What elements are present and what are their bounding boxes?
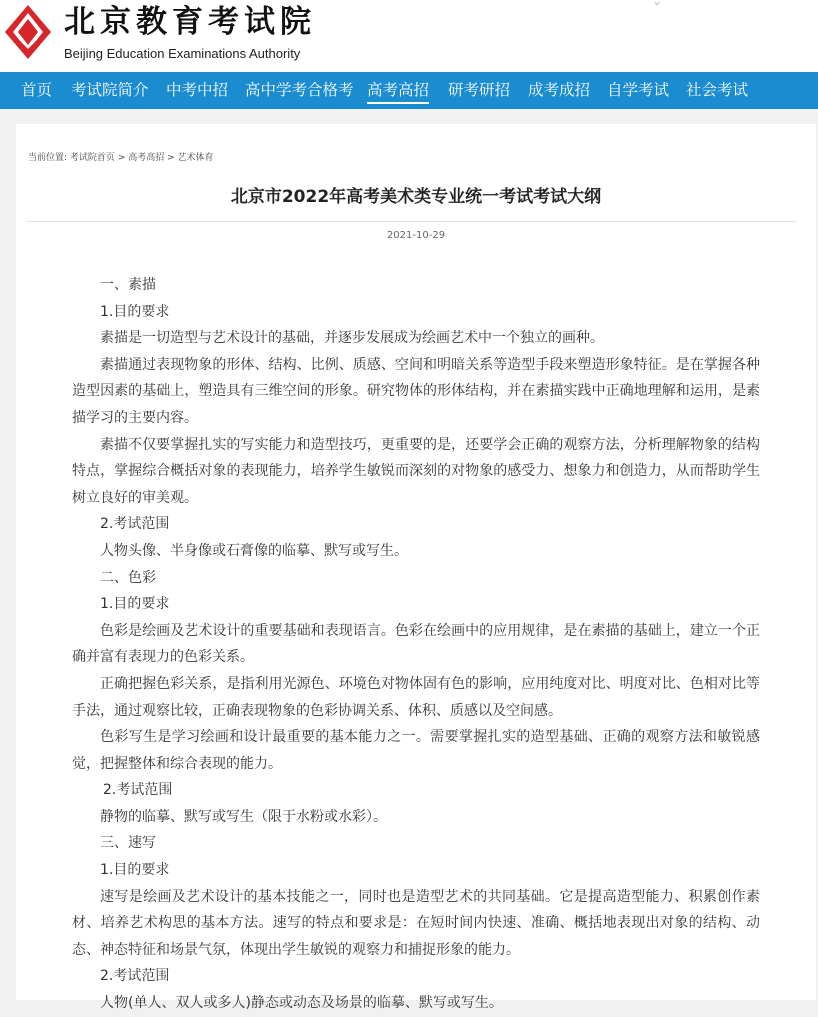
body-paragraph: 素描不仅要掌握扎实的写实能力和造型技巧，更重要的是，还要学会正确的观察方法，分析理解物象的结构特点，掌握综合概括对象的表现能力，培养学生敏锐而深刻的对物象的感受力、想象力和创造力，从而帮助学生树立良好的审美观。 <box>72 436 760 506</box>
breadcrumb <box>28 150 214 163</box>
body-paragraph: 色彩写生是学习绘画和设计最重要的基本能力之一。需要掌握扎实的造型基础、正确的观察方法和敏锐感觉，把握整体和综合表现的能力。 <box>72 729 760 772</box>
body-paragraph: 速写是绘画及艺术设计的基本技能之一，同时也是造型艺术的共同基础。它是提高造型能力、积累创作素材、培养艺术构思的基本方法。速写的特点和要求是：在短时间内快速、准确、概括地表现出对象的结构、动态、神态特征和场景气氛，体现出学生敏锐的观察力和捕捉形象的能力。 <box>72 888 760 958</box>
breadcrumb-link-home[interactable]: 考试院首页 <box>69 153 115 163</box>
nav-item-home[interactable]: 首页 <box>21 81 53 99</box>
subsection-heading: 1.目的要求 <box>100 862 170 879</box>
subsection-heading: 2.考试范围 <box>100 516 170 533</box>
section-heading: 二、色彩 <box>100 569 156 586</box>
body-paragraph: 色彩是绘画及艺术设计的重要基础和表现语言。色彩在绘画中的应用规律，是在素描的基础上，建立一个正确并富有表现力的色彩关系。 <box>72 622 760 666</box>
article-body <box>72 272 760 1017</box>
subsection-heading: 2.考试范围 <box>103 782 173 799</box>
chevron-down-icon: ⌄ <box>652 0 663 8</box>
subsection-heading: 1.目的要求 <box>100 303 170 320</box>
nav-item-zikao[interactable]: 自学考试 <box>607 81 670 99</box>
body-paragraph: 人物头像、半身像或石膏像的临摹、默写或写生。 <box>100 542 408 559</box>
nav-item-chengkao[interactable]: 成考成招 <box>528 81 591 99</box>
body-paragraph: 素描通过表现物象的形体、结构、比例、质感、空间和明暗关系等造型手段来塑造形象特征。是在掌握各种造型因素的基础上，塑造具有三维空间的形象。研究物体的形体结构，并在素描实践中正确地理解和运用，是素描学习的主要内容。 <box>72 356 760 426</box>
body-paragraph: 素描是一切造型与艺术设计的基础，并逐步发展成为绘画艺术中一个独立的画种。 <box>100 330 604 347</box>
nav-item-about[interactable]: 考试院简介 <box>71 81 149 99</box>
section-heading: 三、速写 <box>100 835 156 852</box>
nav-item-gaokao[interactable]: 高考高招 <box>367 72 429 104</box>
breadcrumb-prefix: 当前位置: <box>28 153 68 163</box>
subsection-heading: 1.目的要求 <box>100 596 170 613</box>
body-paragraph: 静物的临摹、默写或写生（限于水粉或水彩）。 <box>100 808 387 825</box>
logo-emblem-icon[interactable] <box>3 3 53 61</box>
nav-item-xuekao[interactable]: 高中学考合格考 <box>245 81 354 99</box>
title-divider <box>26 221 796 222</box>
breadcrumb-link-gaokao[interactable]: 高考高招 <box>128 153 165 163</box>
breadcrumb-link-art[interactable]: 艺术体育 <box>177 153 214 163</box>
breadcrumb-separator: > <box>167 153 175 163</box>
logo-subtitle: Beijing Education Examinations Authority <box>64 46 301 61</box>
article-date: 2021-10-29 <box>386 230 446 241</box>
logo-title[interactable]: 北京教育考试院 <box>64 4 316 40</box>
body-paragraph: 正确把握色彩关系，是指利用光源色、环境色对物体固有色的影响，应用纯度对比、明度对比、色相对比等手法，通过观察比较，正确表现物象的色彩协调关系、体积、质感以及空间感。 <box>72 675 760 719</box>
article-title: 北京市2022年高考美术类专业统一考试考试大纲 <box>230 187 602 207</box>
section-heading: 一、素描 <box>100 277 156 293</box>
breadcrumb-separator: > <box>117 153 126 163</box>
subsection-heading: 2.考试范围 <box>100 968 170 985</box>
nav-item-shehui[interactable]: 社会考试 <box>686 81 749 99</box>
body-paragraph: 人物(单人、双人或多人)静态或动态及场景的临摹、默写或写生。 <box>100 995 503 1012</box>
nav-item-zhongkao[interactable]: 中考中招 <box>166 81 229 99</box>
main-nav <box>0 72 818 109</box>
site-header <box>0 0 818 72</box>
article-container <box>16 124 816 1012</box>
nav-item-yankao[interactable]: 研考研招 <box>448 81 511 99</box>
